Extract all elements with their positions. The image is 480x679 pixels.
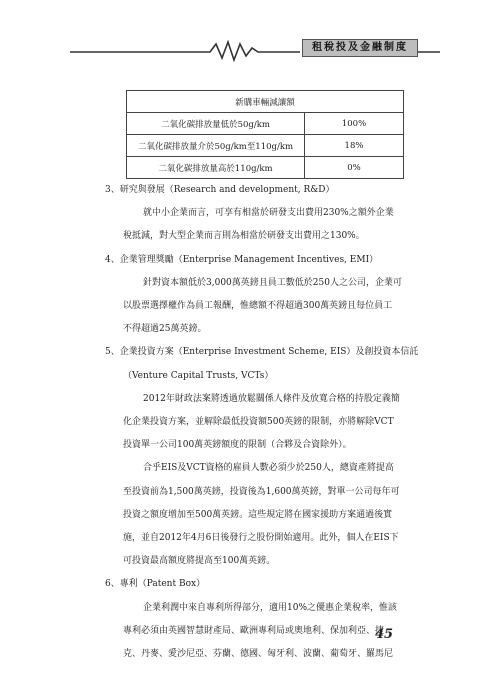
section-4-heading: 4、企業管理獎勵（Enterprise Management Incentives, EMI） — [105, 254, 379, 265]
section-5-line: 投資單一公司100萬英鎊額度的限制（合夥及合資除外）。 — [123, 440, 352, 451]
section-3-heading: 3、研究與發展（Research and development, R&D） — [105, 185, 335, 195]
table-cell-label: 二氧化碳排放量介於50g/km至110g/km — [127, 135, 305, 157]
reduction-table — [126, 90, 404, 179]
section-6-line: 企業利潤中來自專利所得部分，適用10%之優惠企業稅率，惟該 — [143, 602, 398, 613]
section-4-line: 以股票選擇權作為員工報酬，惟總額不得超過300萬英鎊且每位員工 — [123, 301, 393, 312]
section-5-line: 2012年財政法案將透過放鬆關係人條件及放寬合格的持股定義簡 — [143, 393, 400, 404]
section-5-line: 至投資前為1,500萬英鎊，投資後為1,600萬英鎊，對單一公司每年可 — [123, 486, 400, 497]
section-6-line: 克、丹麥、愛沙尼亞、芬蘭、德國、匈牙利、波蘭、葡萄牙、羅馬尼 — [123, 649, 394, 660]
section-3-line: 稅抵減，對大型企業而言則為相當於研發支出費用之130%。 — [123, 231, 365, 242]
table-cell-value: 0% — [305, 157, 404, 179]
table-cell-value: 18% — [305, 135, 404, 157]
table-row — [127, 135, 404, 157]
table-cell-value: 100% — [305, 113, 404, 135]
table-row — [127, 113, 404, 135]
section-3-line: 就中小企業而言，可享有相當於研發支出費用230%之額外企業 — [143, 208, 394, 219]
section-6-heading: 6、專利（Patent Box） — [105, 579, 206, 590]
body-content — [105, 179, 425, 666]
table-title: 新購車輛減讓額 — [127, 91, 404, 113]
section-4-line: 不得超過25萬英鎊。 — [123, 324, 207, 335]
table-cell-label: 二氧化碳排放量高於110g/km — [127, 157, 305, 179]
section-5-line: 化企業投資方案，並解除最低投資額500英鎊的限制，亦將解除VCT — [123, 417, 394, 428]
header-title: 租稅投及金融制度 — [302, 39, 418, 57]
table-title-row — [127, 91, 404, 113]
table-row — [127, 157, 404, 179]
section-4-line: 針對資本額低於3,000萬英鎊且員工數低於250人之公司，企業可 — [143, 277, 402, 288]
section-5-line: 施，並自2012年4月6日後發行之股份開始適用。此外，個人在EIS下 — [123, 533, 399, 544]
section-5-line: 合乎EIS及VCT資格的雇員人數必須少於250人，總資產將提高 — [143, 463, 394, 474]
section-6-line: 專利必須由英國智慧財產局、歐洲專利局或奧地利、保加利亞、捷 — [123, 625, 385, 636]
section-5-heading: 5、企業投資方案（Enterprise Investment Scheme, EIS）及創投資本信託 — [105, 347, 419, 358]
section-5-line: 可投資最高額度將提高至100萬英鎊。 — [123, 556, 276, 567]
table-cell-label: 二氧化碳排放量低於50g/km — [127, 113, 305, 135]
section-5-line: 投資之額度增加至500萬英鎊。這些規定將在國家援助方案通過後實 — [123, 509, 393, 520]
section-5-heading-cont: （Venture Capital Trusts, VCTs） — [123, 370, 274, 381]
page-number: 45 — [375, 627, 394, 642]
